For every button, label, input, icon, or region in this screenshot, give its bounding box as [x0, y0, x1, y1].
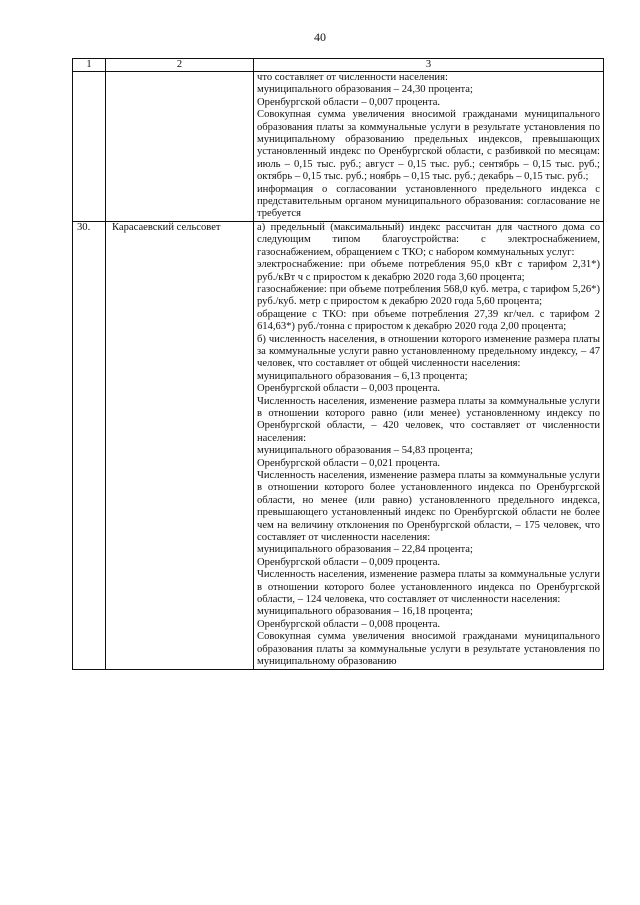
text-paragraph: обращение с ТКО: при объеме потребления 27,39 кг/чел. с тарифом 2 614,63*) руб./тонна с приростом к декабрю 2020 года 2,00 процента;: [257, 308, 600, 333]
cell-num-empty: [73, 72, 106, 222]
text-line: муниципального образования – 22,84 процента;: [257, 544, 473, 556]
text-paragraph: б) численность населения, в отношении которого изменение размера платы за коммунальные услуги равно установленному предельному индексу, – 47 человек, что составляет от общей численности населения:: [257, 333, 600, 370]
text-paragraph: Численность населения, изменение размера платы за коммунальные услуги в отношении которого равно (или менее) установленному индексу по Оренбургской области, – 420 человек, что составляет от численности населения:: [257, 395, 600, 444]
text-paragraph: газоснабжение: при объеме потребления 568,0 куб. метра, с тарифом 5,26*) руб./куб. метр с приростом к декабрю 2020 года 5,60 процента;: [257, 283, 600, 308]
cell-name-empty: [106, 72, 254, 222]
text-paragraph: Совокупная сумма увеличения вносимой гражданами муниципального образования платы за коммунальные услуги в результате установления по муниципальному образованию предельных индексов, превышающих установленный индекс по Оренбургской области, с разбивкой по месяцам: июль – 0,15 тыс. руб.; август – 0,15 тыс. руб.; сентябрь – 0,15 тыс. руб.; октябрь – 0,15 тыс. руб.; ноябрь – 0,15 тыс. руб.; декабрь – 0,15 тыс. руб.;: [257, 109, 600, 183]
header-col-1: 1: [73, 59, 106, 72]
text-paragraph: Совокупная сумма увеличения вносимой гражданами муниципального образования платы за коммунальные услуги в результате установления по муниципальному образованию: [257, 631, 600, 668]
text-paragraph: а) предельный (максимальный) индекс рассчитан для частного дома со следующим типом благоустройства: с электроснабжением, газоснабжением, обращением с ТКО; с набором коммунальных услуг:: [257, 221, 600, 258]
text-line: муниципального образования – 54,83 процента;: [257, 445, 473, 457]
text-line: Оренбургской области – 0,021 процента.: [257, 457, 441, 469]
table-row-30: [73, 221, 604, 669]
cell-description: [254, 72, 604, 222]
text-paragraph: информация о согласовании установленного предельного индекса с представительным органом муниципального образования: согласование не требуется: [257, 183, 600, 220]
text-paragraph: Численность населения, изменение размера платы за коммунальные услуги в отношении которого более установленного индекса по Оренбургской области, но менее (или равно) установленного предельного индекса, превышающего установленный индекс по Оренбургской области не более чем на величину отклонения по Оренбургской области, – 175 человек, что составляет от численности населения:: [257, 470, 600, 544]
row-number: 30.: [73, 221, 106, 669]
text-paragraph: электроснабжение: при объеме потребления 95,0 кВт с тарифом 2,31*) руб./кВт ч с приростом к декабрю 2020 года 3,60 процента;: [257, 259, 600, 283]
text-line: Оренбургской области – 0,007 процента.: [257, 96, 441, 108]
text-line: муниципального образования – 16,18 процента;: [257, 606, 473, 618]
table-row-continuation: [73, 72, 604, 222]
header-col-3: 3: [254, 59, 604, 72]
header-col-2: 2: [106, 59, 254, 72]
text-line: Оренбургской области – 0,003 процента.: [257, 383, 441, 395]
table-header-row: [73, 59, 604, 72]
data-table: [72, 58, 604, 670]
text-paragraph: Численность населения, изменение размера платы за коммунальные услуги в отношении которого более установленного индекса по Оренбургской области, – 124 человека, что составляет от численности населения:: [257, 569, 600, 606]
text-line: муниципального образования – 6,13 процента;: [257, 370, 468, 382]
cell-description: [254, 221, 604, 669]
page-number: 40: [314, 30, 326, 44]
municipality-name: Карасаевский сельсовет: [106, 221, 254, 669]
text-line: что составляет от численности населения:: [257, 72, 448, 83]
text-line: Оренбургской области – 0,008 процента.: [257, 618, 441, 630]
text-line: муниципального образования – 24,30 процента;: [257, 84, 473, 96]
text-line: Оренбургской области – 0,009 процента.: [257, 556, 441, 568]
